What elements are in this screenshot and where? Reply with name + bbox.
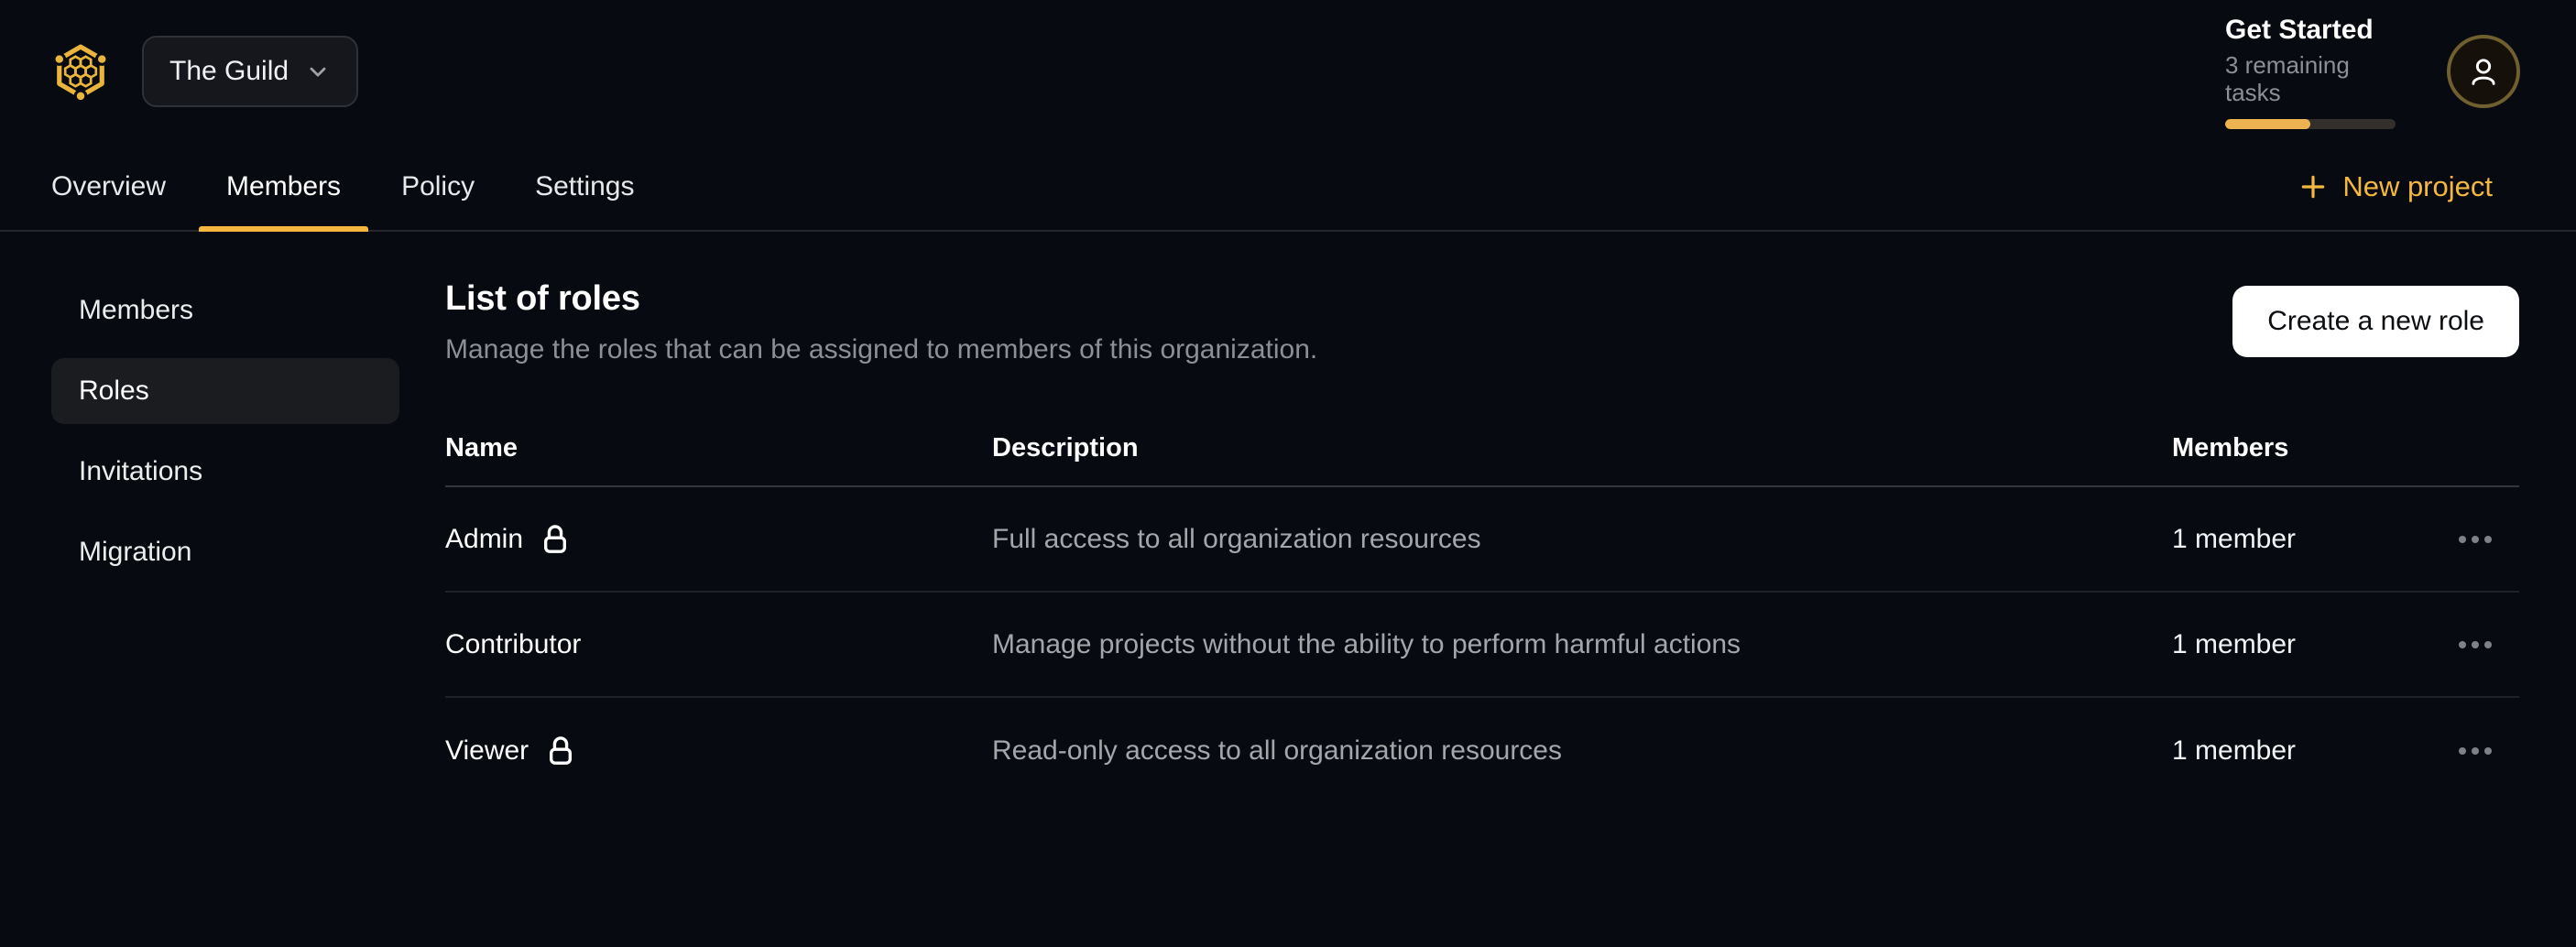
tab-policy[interactable] [374, 143, 502, 230]
column-header-name: Name [445, 432, 518, 463]
lock-icon [541, 523, 569, 556]
role-name: Contributor [445, 628, 582, 659]
create-role-button[interactable]: Create a new role [2232, 286, 2519, 357]
sidebar-item-invitations[interactable] [51, 439, 399, 505]
table-header-row [445, 410, 2519, 487]
role-name-cell [445, 735, 992, 767]
row-menu-button[interactable] [2450, 738, 2501, 764]
role-members: 1 member [2172, 735, 2297, 766]
role-description: Full access to all organization resources [992, 523, 1481, 554]
role-name-cell [445, 523, 992, 556]
sidebar-item-label: Roles [79, 376, 149, 406]
column-header-description: Description [992, 432, 1139, 463]
main-panel [445, 278, 2519, 803]
sidebar-item-label: Invitations [79, 456, 203, 486]
role-name: Admin [445, 523, 524, 554]
sidebar [51, 278, 399, 803]
column-header-members: Members [2172, 432, 2289, 463]
avatar[interactable] [2447, 35, 2520, 108]
roles-table [445, 410, 2519, 803]
get-started-progress-fill [2225, 119, 2310, 129]
sidebar-item-roles[interactable] [51, 358, 399, 424]
role-name-cell [445, 629, 992, 660]
page-title: List of roles [445, 279, 640, 318]
role-members: 1 member [2172, 523, 2297, 554]
tab-settings[interactable] [508, 143, 661, 230]
get-started-widget[interactable] [2225, 15, 2396, 129]
topbar [0, 0, 2576, 143]
row-menu-button[interactable] [2450, 632, 2501, 658]
new-project-button[interactable] [2298, 143, 2493, 230]
sidebar-item-members[interactable] [51, 278, 399, 343]
table-row [445, 487, 2519, 593]
row-menu-button[interactable] [2450, 527, 2501, 552]
org-name: The Guild [169, 56, 289, 86]
tab-members[interactable] [199, 143, 368, 230]
role-description: Manage projects without the ability to perform harmful actions [992, 628, 1741, 659]
sidebar-item-label: Members [79, 295, 194, 325]
role-members: 1 member [2172, 628, 2297, 659]
plus-icon [2298, 172, 2328, 201]
table-row [445, 698, 2519, 803]
get-started-title: Get Started [2225, 14, 2374, 45]
table-row [445, 593, 2519, 698]
page-subtitle: Manage the roles that can be assigned to members of this organization. [445, 334, 1318, 365]
user-icon [2465, 53, 2502, 90]
tab-overview[interactable] [24, 143, 193, 230]
main-header-text [445, 278, 1317, 367]
chevron-down-icon [305, 59, 331, 84]
sidebar-item-migration[interactable] [51, 519, 399, 585]
tab-settings-label: Settings [535, 170, 635, 201]
hive-logo-icon[interactable] [52, 43, 109, 100]
org-select[interactable] [142, 36, 358, 107]
tab-overview-label: Overview [51, 170, 167, 201]
role-description: Read-only access to all organization resources [992, 735, 1562, 766]
main-header [445, 278, 2519, 367]
get-started-progressbar [2225, 119, 2396, 129]
content [0, 232, 2576, 803]
tab-members-label: Members [226, 170, 342, 201]
new-project-label: New project [2342, 169, 2493, 202]
lock-icon [547, 735, 574, 767]
topbar-right [2225, 15, 2520, 129]
sidebar-item-label: Migration [79, 537, 192, 567]
tab-policy-label: Policy [401, 170, 475, 201]
tab-bar [0, 143, 2576, 232]
get-started-subtitle: 3 remaining tasks [2225, 50, 2350, 106]
role-name: Viewer [445, 735, 529, 766]
